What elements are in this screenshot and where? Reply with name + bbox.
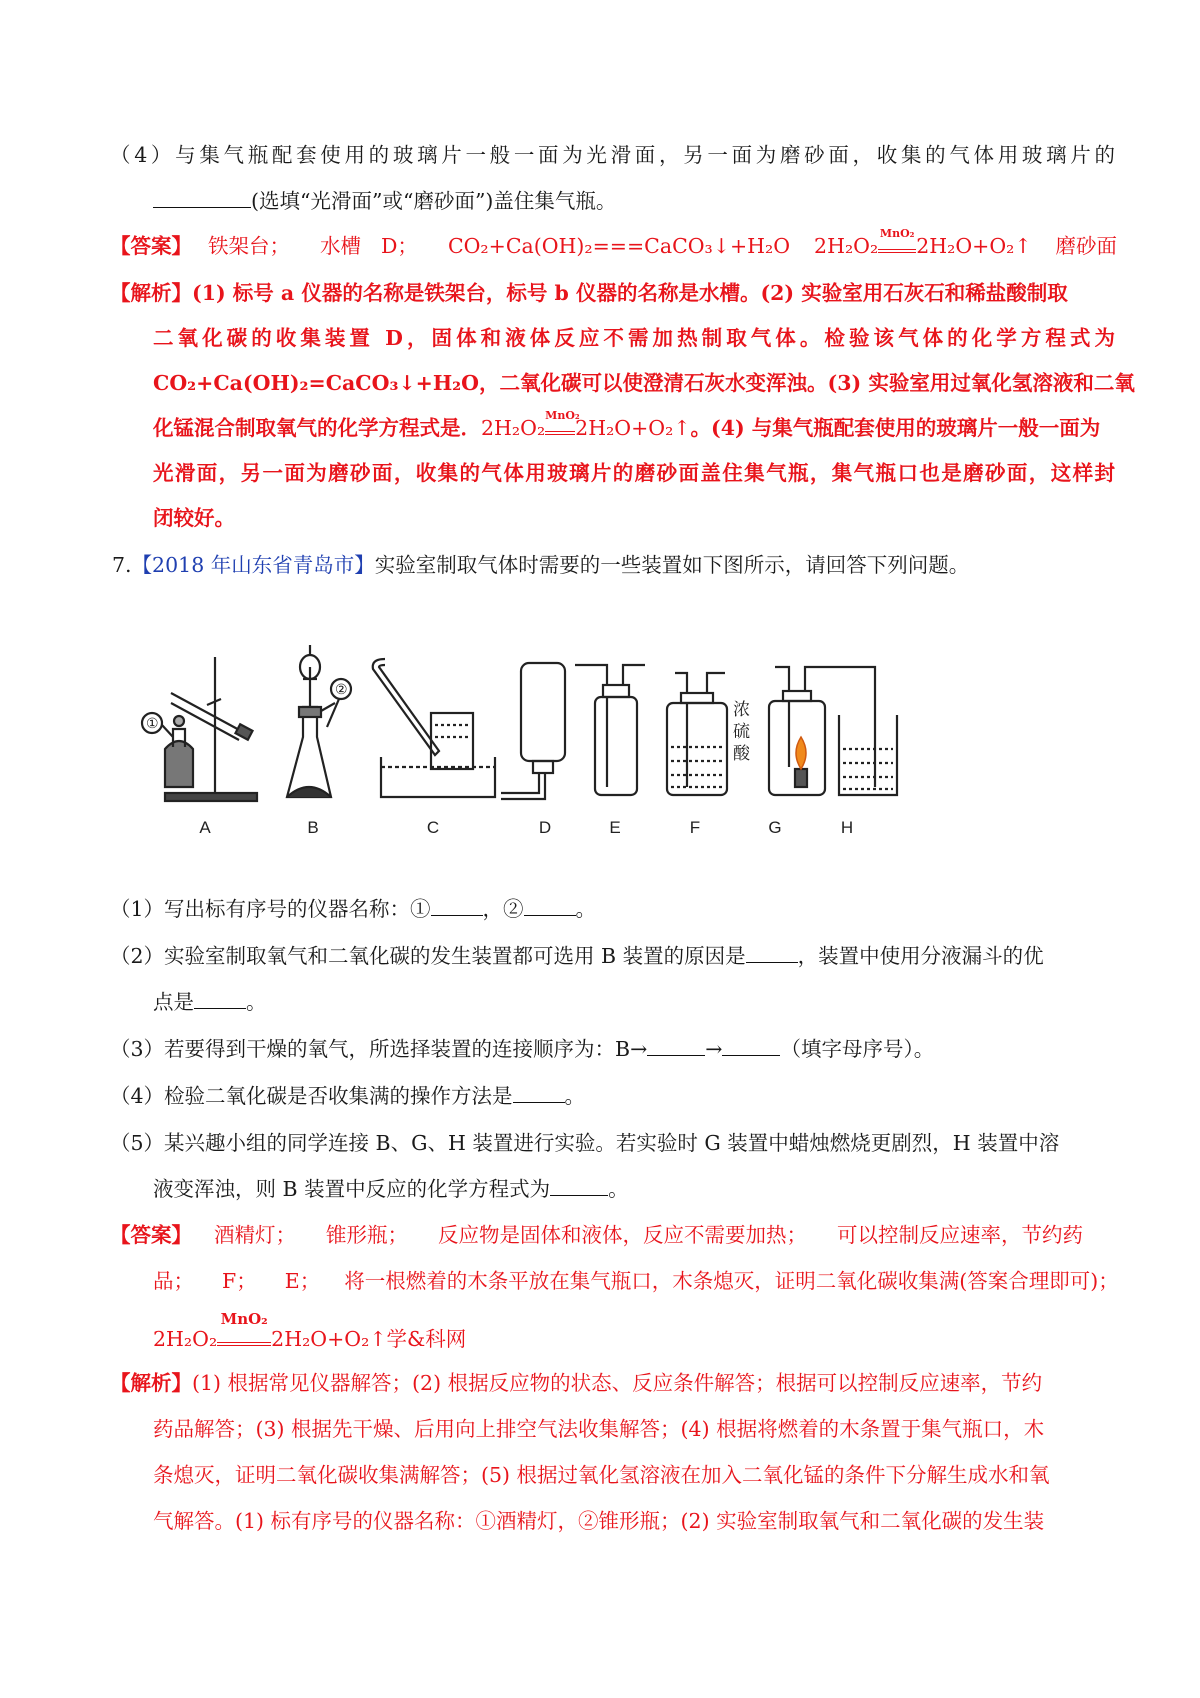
q6-part4-line1	[110, 142, 1115, 169]
figure-label-b: B	[307, 818, 319, 837]
analysis-line: 光滑面，另一面为磨砂面，收集的气体用玻璃片的磨砂面盖住集气瓶，集气瓶口也是磨砂面，这样封	[153, 461, 1115, 485]
answer-item: 将一根燃着的木条平放在集气瓶口，木条熄灭，证明二氧化碳收集满(答案合理即可)；	[344, 1269, 1119, 1293]
answer-item: E；	[284, 1269, 321, 1293]
figure-label-g: G	[768, 818, 782, 837]
analysis-line: 化锰混合制取氧气的化学方程式是．	[153, 416, 481, 440]
analysis-equation-right: 2H₂O+O₂↑	[575, 416, 691, 440]
analysis-line: 二氧化碳的收集装置 D，固体和液体反应不需加热制取气体。检验该气体的化学方程式为	[153, 326, 1115, 350]
figure-label-c: C	[426, 818, 440, 837]
answer-item: 水槽	[320, 234, 361, 258]
answer-blank	[524, 897, 576, 916]
answer-blank	[746, 944, 798, 963]
answer-blank	[431, 897, 483, 916]
figure-label-h: H	[840, 818, 854, 837]
equation-arrow: MnO₂	[545, 422, 575, 435]
apparatus-drawing	[135, 637, 957, 847]
figure-f-text: 硫	[733, 722, 750, 741]
answer-blank	[722, 1037, 780, 1056]
answer-item: D；	[381, 234, 418, 258]
analysis-line: 。(4) 与集气瓶配套使用的玻璃片一般一面为	[690, 416, 1101, 440]
figure-f-text: 酸	[733, 744, 750, 763]
question-text: （2）实验室制取氧气和二氧化碳的发生装置都可选用 B 装置的原因是	[110, 944, 746, 968]
figure-label-d: D	[538, 818, 552, 837]
question-source: 【2018 年山东省青岛市】	[131, 553, 375, 577]
analysis-line: 气解答。(1) 标有序号的仪器名称：①酒精灯，②锥形瓶；(2) 实验室制取氧气和二氧化碳的发生装	[153, 1509, 1045, 1533]
q6-part4-suffix: (选填“光滑面”或“磨砂面”)盖住集气瓶。	[251, 189, 617, 213]
figure-marker-1: ①	[146, 717, 159, 732]
answer-item: F；	[222, 1269, 257, 1293]
apparatus-figure	[135, 637, 957, 847]
figure-label-a: A	[199, 818, 211, 837]
question-text: 。	[564, 1084, 586, 1108]
analysis-line: 闭较好。	[153, 506, 235, 530]
answer-equation: CO₂+Ca(OH)₂===CaCO₃↓+H₂O	[447, 234, 791, 258]
answer-blank	[153, 189, 251, 208]
q7-part3	[110, 1036, 934, 1063]
question-text: （填字母序号）。	[780, 1037, 935, 1061]
question-text: 点是	[153, 990, 194, 1014]
answer-item: 可以控制反应速率，节约药	[837, 1223, 1083, 1247]
question-text: ，装置中使用分液漏斗的优	[797, 944, 1044, 968]
answer-blank	[550, 1177, 608, 1196]
question-text: ，②	[482, 897, 524, 921]
analysis-line: 条熄灭，证明二氧化碳收集满解答；(5) 根据过氧化氢溶液在加入二氧化锰的条件下分解生成水和氧	[153, 1463, 1050, 1487]
answer-equation-right: 2H₂O+O₂↑学&科网	[271, 1327, 467, 1351]
answer-equation-left: 2H₂O₂	[153, 1327, 218, 1351]
question-text: 。	[608, 1177, 629, 1201]
answer-item: 酒精灯；	[214, 1223, 296, 1247]
answer-item: 铁架台；	[208, 234, 290, 258]
q7-part1	[110, 896, 596, 923]
answer-item: 反应物是固体和液体，反应不需要加热；	[438, 1223, 807, 1247]
analysis-label: 【解析】	[110, 1371, 192, 1395]
answer-equation-left: 2H₂O₂	[814, 234, 879, 258]
equation-arrow: MnO₂	[217, 1330, 271, 1346]
q7-part5-cont	[153, 1176, 629, 1203]
question-text: （4）检验二氧化碳是否收集满的操作方法是	[110, 1084, 513, 1108]
question-text: →	[705, 1037, 723, 1061]
question-text: （3）若要得到干燥的氧气，所选择装置的连接顺序为：B→	[110, 1037, 648, 1061]
question-text: （5）某兴趣小组的同学连接 B、G、H 装置进行实验。若实验时 G 装置中蜡烛燃烧更剧烈，H 装置中溶	[110, 1131, 1060, 1155]
q7-part2	[110, 943, 1044, 970]
analysis-line: CO₂+Ca(OH)₂=CaCO₃↓+H₂O，二氧化碳可以使澄清石灰水变浑浊。(3) 实验室用过氧化氢溶液和二氧	[153, 371, 1135, 395]
figure-label-e: E	[609, 818, 621, 837]
question-stem: 实验室制取气体时需要的一些装置如下图所示，请回答下列问题。	[374, 553, 970, 577]
question-text: 液变浑浊，则 B 装置中反应的化学方程式为	[153, 1177, 551, 1201]
answer-label: 【答案】	[110, 234, 192, 258]
analysis-label: 【解析】	[110, 281, 192, 305]
answer-equation-right: 2H₂O+O₂↑	[916, 234, 1032, 258]
q7-part4	[110, 1083, 585, 1110]
answer-item: 品；	[153, 1269, 194, 1293]
answer-blank	[513, 1084, 565, 1103]
analysis-line: 药品解答；(3) 根据先干燥、后用向上排空气法收集解答；(4) 根据将燃着的木条置于集气瓶口，木	[153, 1417, 1045, 1441]
figure-label-f: F	[689, 818, 701, 837]
question-text: 。	[575, 897, 597, 921]
answer-blank	[194, 990, 246, 1009]
answer-item: 磨砂面	[1055, 234, 1118, 258]
answer-blank	[647, 1037, 705, 1056]
question-text: 。	[246, 990, 267, 1014]
analysis-equation-left: 2H₂O₂	[481, 416, 546, 440]
figure-f-text: 浓	[733, 700, 750, 719]
equation-arrow: MnO₂	[878, 240, 916, 253]
answer-item: 锥形瓶；	[326, 1223, 408, 1247]
figure-marker-2: ②	[335, 683, 348, 698]
question-number: 7.	[112, 553, 132, 577]
analysis-line: (1) 标号 a 仪器的名称是铁架台，标号 b 仪器的名称是水槽。(2) 实验室用石灰石和稀盐酸制取	[192, 281, 1068, 305]
question-text: （1）写出标有序号的仪器名称：①	[110, 897, 431, 921]
analysis-line: (1) 根据常见仪器解答；(2) 根据反应物的状态、反应条件解答；根据可以控制反应速率，节约	[192, 1371, 1043, 1395]
q6-part4-line2	[153, 188, 616, 215]
q7-part5	[110, 1130, 1059, 1157]
answer-label: 【答案】	[110, 1223, 192, 1247]
q7-part2-cont	[153, 989, 267, 1016]
q6-part4-text: （4）与集气瓶配套使用的玻璃片一般一面为光滑面，另一面为磨砂面，收集的气体用玻璃片的	[110, 143, 1115, 167]
